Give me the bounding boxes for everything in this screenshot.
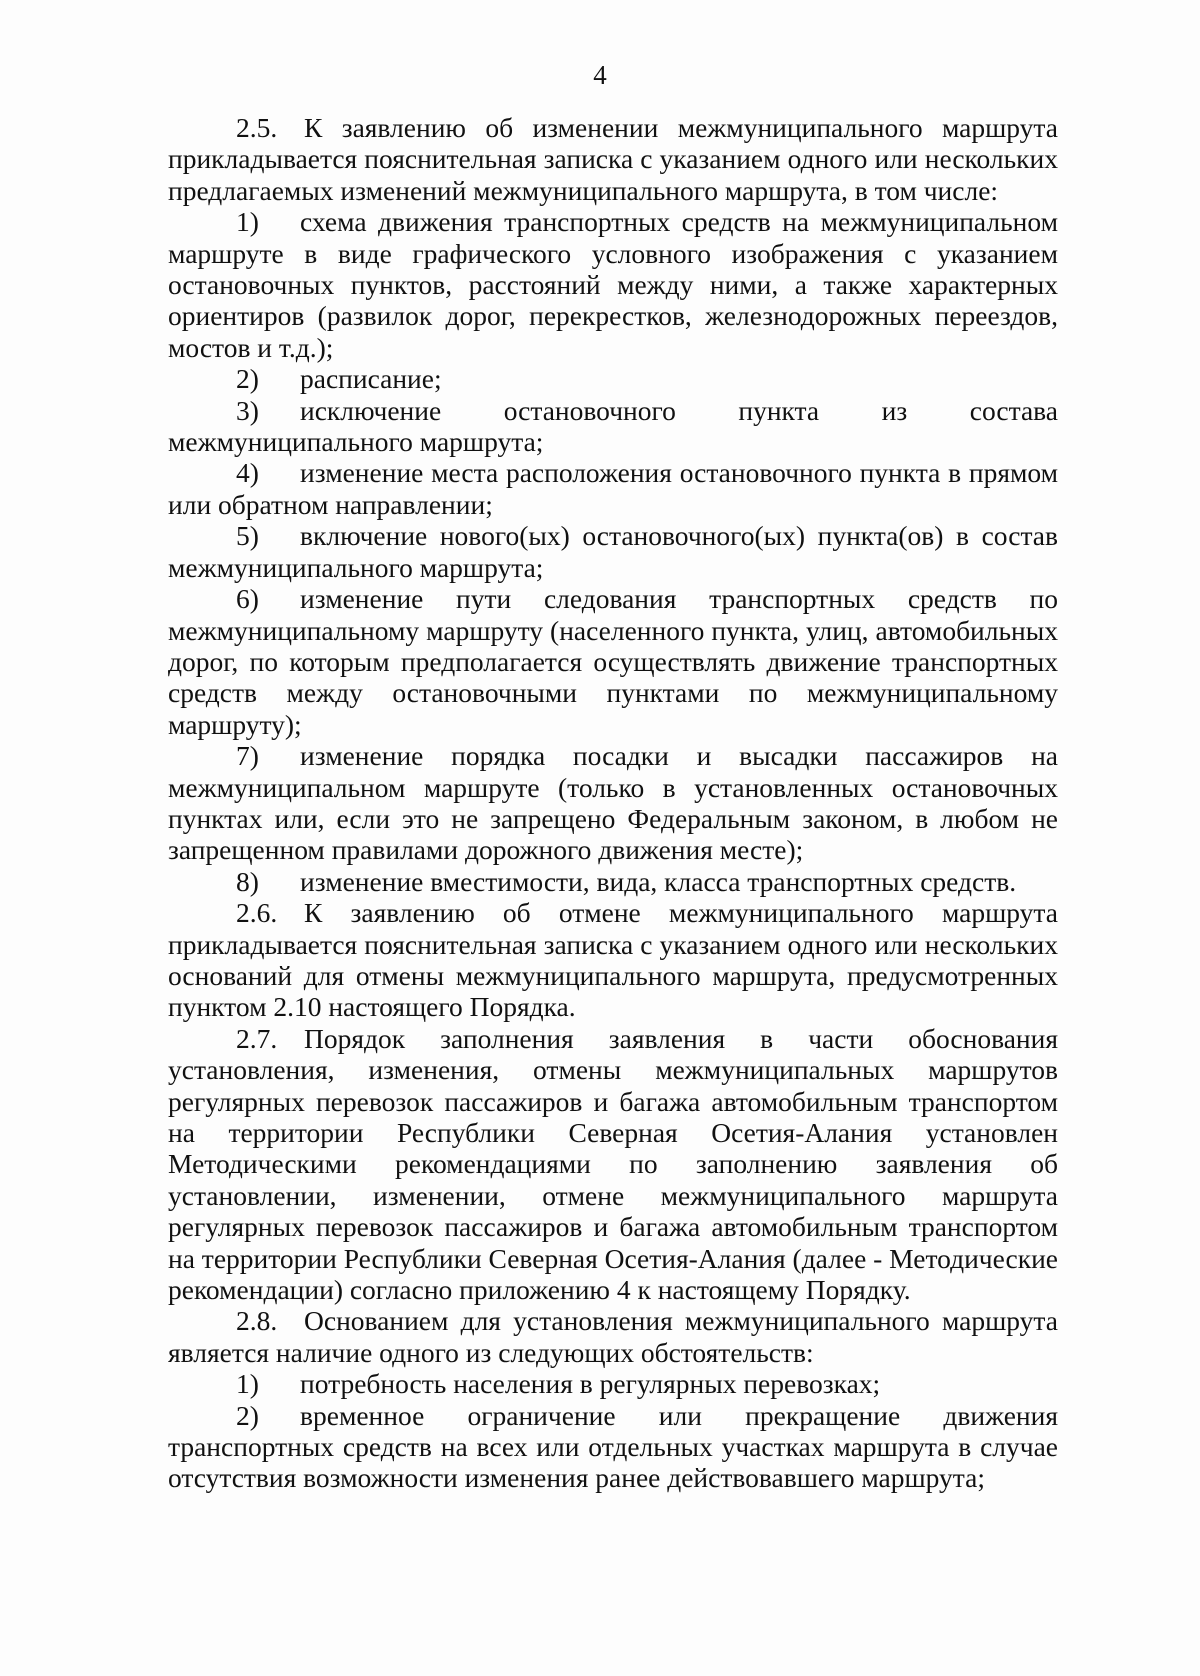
list-item-text: изменение порядка посадки и высадки пассажиров на межмуниципальном маршруте (только в установленных остановочных пунктах или, если это не запрещено Федеральным законом, в любом не запрещенном правилами дорожного движения месте);: [168, 740, 1058, 866]
page-number: 4: [593, 60, 607, 90]
list-item: [168, 206, 1058, 363]
list-item: [168, 1368, 1058, 1399]
paragraph-text: К заявлению об изменении межмуниципального маршрута прикладывается пояснительная записка с указанием одного или нескольких предлагаемых изменений межмуниципального маршрута, в том числе:: [168, 112, 1058, 206]
list-item-text: временное ограничение или прекращение движения транспортных средств на всех или отдельных участках маршрута в случае отсутствия возможности изменения ранее действовавшего маршрута;: [168, 1399, 1058, 1494]
list-item: [168, 457, 1058, 520]
list-item: [168, 395, 1058, 458]
list-item-number: 2): [236, 363, 259, 395]
list-item: [168, 866, 1058, 897]
paragraph-text: К заявлению об отмене межмуниципального маршрута прикладывается пояснительная записка с указанием одного или нескольких оснований для отмены межмуниципального маршрута, предусмотренных пунктом 2.10 настоящего Порядка.: [168, 897, 1058, 1023]
list-item-number: 8): [236, 865, 259, 897]
document-body: [168, 112, 1058, 1494]
list-item-text: изменение вместимости, вида, класса транспортных средств.: [300, 865, 1017, 897]
list-item-number: 7): [236, 740, 259, 772]
list-item: [168, 583, 1058, 740]
list-item-text: изменение места расположения остановочного пункта в прямом или обратном направлении;: [168, 457, 1058, 520]
paragraph-number: 2.6.: [236, 897, 278, 929]
list-item: [168, 1400, 1058, 1494]
paragraph-text: Порядок заполнения заявления в части обоснования установления, изменения, отмены межмуниципальных маршрутов регулярных перевозок пассажиров и багажа автомобильным транспортом на территории Республики Северная Осетия-Алания установлен Методическими рекомендациями по заполнению заявления об установлении, изменении, отмене межмуниципального маршрута регулярных перевозок пассажиров и багажа автомобильным транспортом на территории Республики Северная Осетия-Алания (далее - Методические рекомендации) согласно приложению 4 к настоящему Порядку.: [168, 1022, 1059, 1306]
list-item-number: 2): [236, 1399, 259, 1431]
list-item-number: 6): [236, 583, 259, 615]
paragraph-number: 2.5.: [236, 112, 278, 143]
paragraph-text: Основанием для установления межмуниципального маршрута является наличие одного из следующих обстоятельств:: [168, 1305, 1058, 1368]
paragraph-2-8: [168, 1305, 1058, 1368]
list-item-number: 4): [236, 457, 259, 489]
list-item-number: 5): [236, 520, 259, 552]
list-item-number: 1): [236, 206, 259, 238]
list-item-text: включение нового(ых) остановочного(ых) пункта(ов) в состав межмуниципального маршрута;: [168, 520, 1058, 583]
paragraph-2-6: [168, 897, 1058, 1023]
list-item-text: потребность населения в регулярных перевозках;: [300, 1368, 881, 1400]
list-item-text: схема движения транспортных средств на межмуниципальном маршруте в виде графического условного изображения с указанием остановочных пунктов, расстояний между ними, а также характерных ориентиров (развилок дорог, перекрестков, железнодорожных переездов, мостов и т.д.);: [168, 206, 1058, 363]
list-item-text: исключение остановочного пункта из состава межмуниципального маршрута;: [168, 394, 1058, 458]
paragraph-2-5: [168, 112, 1058, 206]
paragraph-number: 2.8.: [236, 1305, 278, 1337]
list-item-text: изменение пути следования транспортных средств по межмуниципальному маршруту (населенного пункта, улиц, автомобильных дорог, по которым предполагается осуществлять движение транспортных средств между остановочными пунктами по межмуниципальному маршруту);: [168, 583, 1058, 740]
paragraph-number: 2.7.: [236, 1022, 278, 1054]
list-item-number: 1): [236, 1368, 259, 1400]
list-item: [168, 740, 1058, 866]
list-item: [168, 520, 1058, 583]
paragraph-2-7: [168, 1023, 1058, 1306]
list-item-number: 3): [236, 394, 259, 426]
list-item: [168, 363, 1058, 394]
list-item-text: расписание;: [300, 363, 442, 395]
